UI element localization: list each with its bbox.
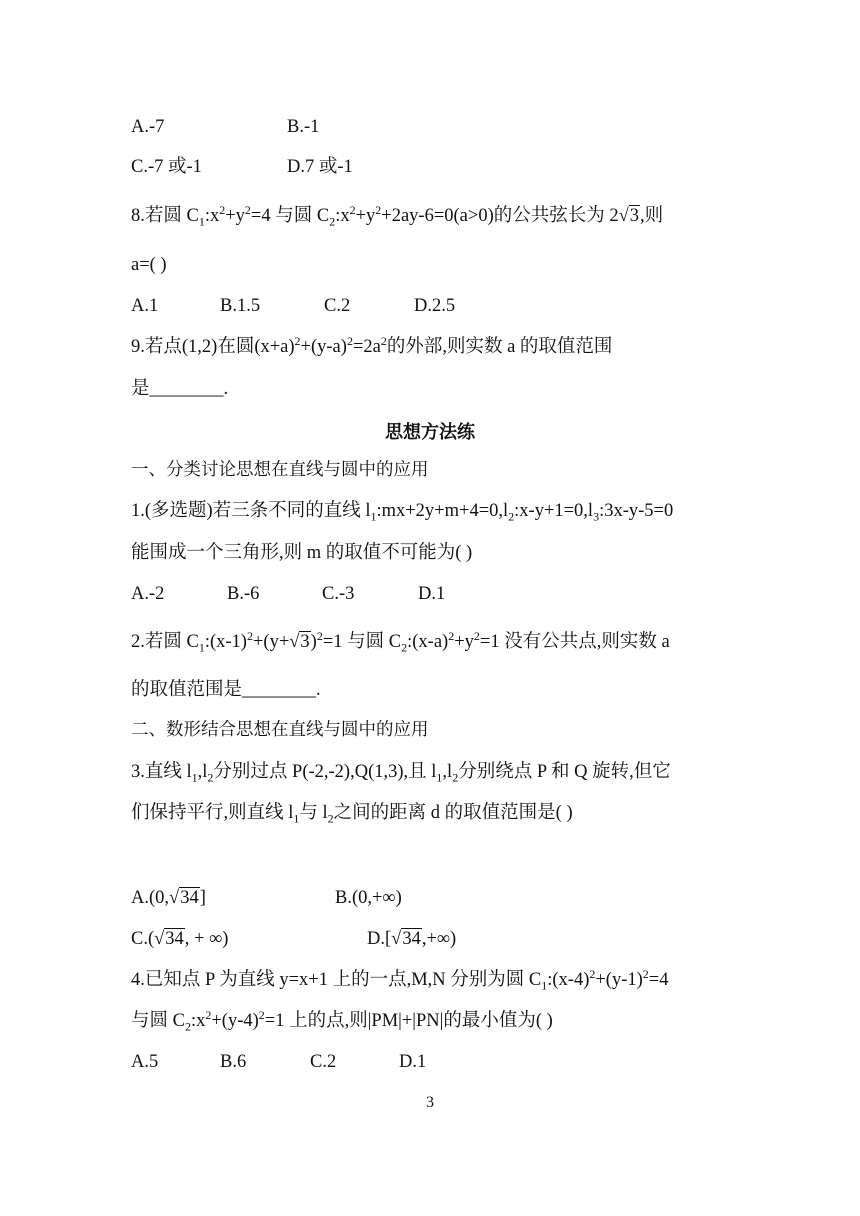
sqrt-symbol: √34 (391, 929, 421, 949)
q8-options (131, 294, 456, 318)
option-d: D.1 (399, 1052, 427, 1072)
p4-stem: 4.已知点 P 为直线 y=x+1 上的一点,M,N 分别为圆 $C_1:(x-4)^2+(y-1)^2=4$ (131, 966, 669, 993)
prev-options-row-1 (131, 115, 320, 139)
option-d: D.[√34,+∞) (367, 929, 457, 949)
p4-options (131, 1050, 427, 1074)
q9-stem-line-2: 是________. (131, 379, 229, 399)
option-b: B.(0,+∞) (335, 888, 402, 908)
option-c: C.-3 (322, 584, 355, 604)
sqrt-symbol: √3 (618, 206, 640, 226)
section-heading-1: 一、分类讨论思想在直线与圆中的应用 (131, 460, 429, 480)
option-b: B.-1 (287, 117, 320, 137)
p1-stem: 1.(多选题)若三条不同的直线 $l_1:mx+2y+m+4=0,l_2:x-y+1=0,l_3:3x-y-5=0$ (131, 501, 674, 524)
p3-stem-line-2: 们保持平行,则直线 $l_1$与 $l_2$之间的距离 d 的取值范围是( ) (131, 803, 573, 826)
q8-stem: 8.若圆 $C_1:x^2+y^2=4$ 与圆 $C_2:x^2+y^2+2ay-6=0(a>0)$的公共弦长为 2√3,则 (131, 202, 664, 229)
option-a: A.5 (131, 1052, 159, 1072)
section-title: 思想方法练 (385, 422, 475, 443)
option-d: D.2.5 (414, 296, 456, 316)
section-heading-2: 二、数形结合思想在直线与圆中的应用 (131, 720, 429, 740)
option-b: B.-6 (227, 584, 260, 604)
p2-stem: 2.若圆 $C_1:(x-1)^2+(y+√3)^2=1$ 与圆 $C_2:(x-a)^2+y^2=1$ 没有公共点,则实数 a (131, 628, 670, 655)
p3-options-row-1 (131, 886, 402, 910)
option-c: C.2 (310, 1052, 337, 1072)
prev-options-row-2 (131, 155, 353, 179)
p1-options (131, 582, 446, 606)
p4-stem-line-2: 与圆 $C_2:x^2+(y-4)^2=1$ 上的点,则|PM|+|PN|的最小值为( ) (131, 1007, 553, 1034)
q8-stem-line-2: a=( ) (131, 255, 167, 275)
p3-stem: 3.直线 $l_1,l_2$分别过点 P(-2,-2),Q(1,3),且 $l_1,l_2$分别绕点 P 和 Q 旋转,但它 (131, 762, 671, 785)
option-c: C.2 (324, 296, 351, 316)
sqrt-symbol: √34 (169, 888, 199, 908)
p3-options-row-2 (131, 927, 457, 951)
option-a: A.(0,√34] (131, 888, 206, 908)
option-c: C.(√34, + ∞) (131, 929, 229, 949)
p1-stem-line-2: 能围成一个三角形,则 m 的取值不可能为( ) (131, 543, 473, 563)
option-d: D.1 (418, 584, 446, 604)
option-b: B.1.5 (220, 296, 261, 316)
option-a: A.-2 (131, 584, 165, 604)
option-d: D.7 或-1 (287, 157, 353, 177)
option-c: C.-7 或-1 (131, 157, 202, 177)
option-a: A.-7 (131, 117, 165, 137)
option-b: B.6 (220, 1052, 247, 1072)
sqrt-symbol: √3 (289, 632, 310, 652)
q9-stem: 9.若点(1,2)在圆$(x+a)^2+(y-a)^2=2a^2$的外部,则实数 a 的取值范围 (131, 333, 613, 357)
option-a: A.1 (131, 296, 159, 316)
sqrt-symbol: √34 (154, 929, 184, 949)
p2-stem-line-2: 的取值范围是________. (131, 680, 321, 700)
page-number: 3 (426, 1094, 434, 1111)
